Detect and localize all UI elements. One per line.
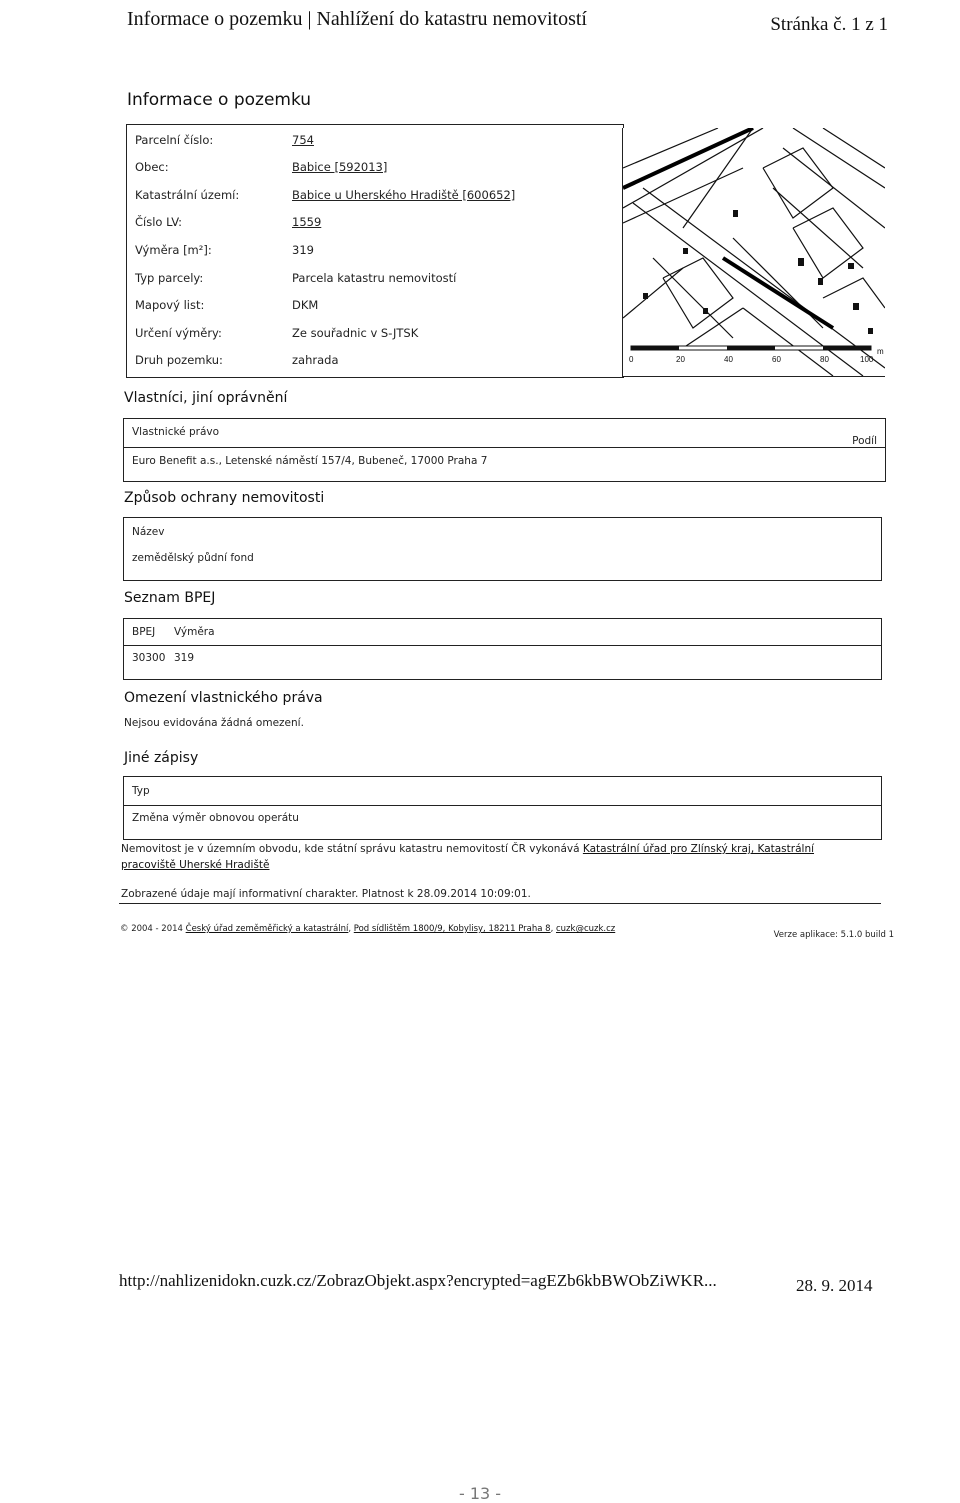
protection-col-header: Název <box>132 526 165 538</box>
owners-subheading: Vlastnické právo <box>132 426 220 438</box>
admin-note-text: Nemovitost je v územním obvodu, kde státní správu katastru nemovitostí ČR vykonává <box>121 843 583 855</box>
parcel-type-value: Parcela katastru nemovitostí <box>292 271 457 285</box>
page-title: Informace o pozemku <box>127 90 312 110</box>
other-records-table <box>123 776 882 840</box>
area-value: 319 <box>292 243 314 257</box>
bpej-col-area: Výměra <box>174 626 215 638</box>
map-sheet-value: DKM <box>292 298 319 312</box>
other-records-divider <box>124 805 881 806</box>
scale-label-80: 80 <box>820 355 829 364</box>
protection-heading: Způsob ochrany nemovitosti <box>124 490 325 506</box>
owners-share-header: Podíl <box>852 435 877 447</box>
row-label-land-type: Druh pozemku: <box>135 353 223 367</box>
other-records-value: Změna výměr obnovou operátu <box>132 812 299 824</box>
owner-entry: Euro Benefit a.s., Letenské náměstí 157/4, Bubeneč, 17000 Praha 7 <box>132 455 488 467</box>
cuzk-org-link[interactable]: Český úřad zeměměřický a katastrální <box>185 924 349 934</box>
lv-number-link[interactable]: 1559 <box>292 215 322 229</box>
bpej-col-code: BPEJ <box>132 626 156 638</box>
cuzk-address-link[interactable]: Pod sídlištěm 1800/9, Kobylisy, 18211 Praha 8 <box>353 924 551 934</box>
cadastral-map-drawing <box>623 128 885 376</box>
owners-divider <box>124 447 885 448</box>
cadastral-office-link[interactable]: Katastrální úřad pro Zlínský kraj, Katastrální pracoviště Uherské Hradiště <box>121 843 815 871</box>
print-footer-date: 28. 9. 2014 <box>796 1276 873 1295</box>
app-version: Verze aplikace: 5.1.0 build 1 <box>773 930 894 940</box>
protection-table <box>123 517 882 581</box>
bpej-row-code: 30300 <box>132 652 166 664</box>
print-header-title: Informace o pozemku | Nahlížení do katastru nemovitostí <box>127 8 587 30</box>
cuzk-email-link[interactable]: cuzk@cuzk.cz <box>556 924 616 934</box>
scale-label-20: 20 <box>676 355 685 364</box>
bpej-table <box>123 618 882 680</box>
owners-table <box>123 418 886 482</box>
row-label-parcel-number: Parcelní číslo: <box>135 133 214 147</box>
cadastral-map[interactable] <box>622 128 885 377</box>
row-label-cadastral-area: Katastrální území: <box>135 188 240 202</box>
row-label-map-sheet: Mapový list: <box>135 298 205 312</box>
scale-label-60: 60 <box>772 355 781 364</box>
scale-label-40: 40 <box>724 355 733 364</box>
restrictions-heading: Omezení vlastnického práva <box>124 690 323 706</box>
owners-heading: Vlastníci, jiní oprávnění <box>124 390 288 406</box>
notice-divider <box>119 903 881 904</box>
row-label-municipality: Obec: <box>135 160 169 174</box>
scale-label-100: 100 <box>860 355 874 364</box>
other-records-col-header: Typ <box>132 785 150 797</box>
parcel-number-link[interactable]: 754 <box>292 133 314 147</box>
row-label-lv-number: Číslo LV: <box>135 215 183 229</box>
page-number: - 13 - <box>458 1484 502 1503</box>
row-label-area-determination: Určení výměry: <box>135 326 222 340</box>
row-label-parcel-type: Typ parcely: <box>135 271 204 285</box>
print-footer-url: http://nahlizenidokn.cuzk.cz/ZobrazObjekt.aspx?encrypted=agEZb6kbBWObZiWKR... <box>119 1271 717 1290</box>
scale-label-0: 0 <box>629 355 634 364</box>
row-label-area: Výměra [m²]: <box>135 243 212 257</box>
cadastral-area-link[interactable]: Babice u Uherského Hradiště [600652] <box>292 188 516 202</box>
protection-value: zemědělský půdní fond <box>132 552 254 564</box>
restrictions-text: Nejsou evidována žádná omezení. <box>124 717 304 729</box>
area-determination-value: Ze souřadnic v S-JTSK <box>292 326 419 340</box>
municipality-link[interactable]: Babice [592013] <box>292 160 388 174</box>
bpej-divider <box>124 645 881 646</box>
parcel-info-table <box>126 124 624 378</box>
admin-note <box>121 841 861 873</box>
bpej-row-area: 319 <box>174 652 195 664</box>
bpej-heading: Seznam BPEJ <box>124 590 216 606</box>
validity-notice: Zobrazené údaje mají informativní charakter. Platnost k 28.09.2014 10:09:01. <box>121 888 531 900</box>
scale-unit: m <box>877 347 884 356</box>
footer-copyright: © 2004 - 2014 Český úřad zeměměřický a katastrální, Pod sídlištěm 1800/9, Kobylisy, 18211 Praha 8, cuzk@cuzk.cz <box>120 924 616 934</box>
print-header-page-number: Stránka č. 1 z 1 <box>770 14 888 35</box>
other-records-heading: Jiné zápisy <box>124 750 199 766</box>
copyright-text: © 2004 - 2014 <box>120 924 186 934</box>
land-type-value: zahrada <box>292 353 339 367</box>
